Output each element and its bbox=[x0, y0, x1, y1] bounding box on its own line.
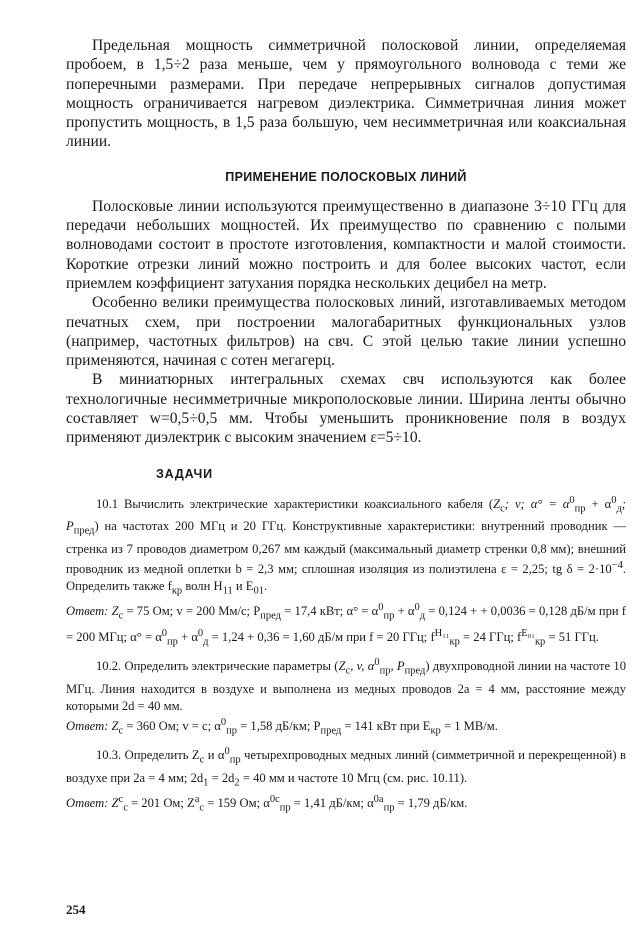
tasks-title: ЗАДАЧИ bbox=[156, 466, 213, 481]
task-10-2-answer: Ответ: $Z_c = 360$ Ом; v = c; $\alpha^0_{пр} = 1,58$ дБ/км; $P_{пред} = 141$ кВт при $E_{кр} = 1$ МВ/м. bbox=[66, 716, 498, 737]
task-10-3: 10.3. Определить $Z_c$ и $\alpha^0_{пр}$ четырехпроводных медных линий (симметричной и перекрещенной) в воздухе при 2a = 4 мм; $2d_1 = 2d_2 = 40$ мм и частоте 10 Мгц (см. рис. 10.11). bbox=[66, 746, 626, 789]
section-paragraph-3: В миниатюрных интегральных схемах свч используются как более технологичные несимметричные микрополосковые линии. Ширина ленты обычно составляет w=0,5÷0,5 мм. Чтобы уменьшить проникновение поля в воздух применяют диэлектрик с высоким значением ε=5÷10. bbox=[66, 371, 626, 447]
section-paragraph-2: Особенно велики преимущества полосковых линий, изготавливаемых методом печатных схем, при построении малогабаритных функциональных узлов (например, частотных фильтров) на свч. С этой целью такие линии успешно применяются, начиная с сотен мегагерц. bbox=[66, 294, 626, 370]
task-10-2: 10.2. Определить электрические параметры ($Z_c$, v, $\alpha^0_{пр}$, $P_{пред}$) двухпроводной линии на частоте 10 МГц. Линия находится в воздухе и выполнена из медных проводов 2a = 4 мм, расстояние между которыми 2d = 40 мм. bbox=[66, 657, 626, 713]
task-10-1: 10.1 Вычислить электрические характеристики коаксиального кабеля ($Z_c$; v; $\alpha^\circ = \alpha^0_{пр} + \alpha^0_д$; $P_{пред}$) на частотах 200 МГц и 20 ГГц. Конструктивные характеристики: внутренний проводник — стренка из 7 проводов диаметром 0,267 мм каждый (максимальный диаметр стренки 0,8 мм); внешний проводник из медной оплетки b = 2,3 мм; сплошная изоляция из полиэтилена ε = 2,25; tg $\delta = 2\cdot 10^{-4}$. Определить также $f_{кр}$ волн $H_{11}$ и $E_{01}$. bbox=[66, 494, 626, 597]
page-number: 254 bbox=[66, 902, 86, 917]
task-number: 10.1 bbox=[96, 496, 119, 511]
answer-label: Ответ: bbox=[66, 718, 109, 733]
section-title: ПРИМЕНЕНИЕ ПОЛОСКОВЫХ ЛИНИЙ bbox=[225, 169, 467, 184]
page-body bbox=[66, 36, 626, 818]
task-number: 10.3. bbox=[96, 748, 122, 763]
task-10-1-answer: Ответ: $Z_c = 75$ Ом; v = 200 Мм/с; $P_{пред} = 17,4$ кВт; $\alpha^\circ = \alpha^0_{пр} + \alpha^0_д = 0,124$ + + 0,0036 = 0,128 дБ/м при f = 200 МГц; $\alpha^\circ = \alpha^0_{пр} + \alpha^0_д = 1,24 + 0,36 = 1,60$ дБ/м при f = 20 ГГц; $f^{H_{11}}_{кр} = 24$ ГГц; $f^{E_{01}}_{кр} = 51$ ГГц. bbox=[66, 602, 627, 648]
answer-label: Ответ: bbox=[66, 796, 109, 811]
intro-paragraph: Предельная мощность симметричной полосковой линии, определяемая пробоем, в 1,5÷2 раза меньше, чем у прямоугольного волновода с теми же поперечными размерами. При передаче непрерывных сигналов допустимая мощность ограничивается нагревом диэлектрика. Симметричная линия может пропустить мощность, в 1,5 раза большую, чем несимметричная или коаксиальная линии. bbox=[66, 37, 626, 151]
answer-label: Ответ: bbox=[66, 604, 109, 619]
section-paragraph-1: Полосковые линии используются преимущественно в диапазоне 3÷10 ГГц для передачи небольших мощностей. Их преимущество по сравнению с полыми волноводами состоит в простоте изготовления, компактности и малой стоимости. Короткие отрезки линий можно построить и для более высоких частот, если приемлем коэффициент затухания порядка нескольких децибел на метр. bbox=[66, 197, 626, 292]
task-number: 10.2. bbox=[96, 659, 122, 674]
task-10-3-answer: Ответ: $Z^c_c = 201$ Ом; $Z^a_c = 159$ Ом; $\alpha^{0c}_{пр} = 1,41$ дБ/км; $\alpha^{0a}_{пр} = 1,79$ дБ/км. bbox=[66, 794, 468, 815]
